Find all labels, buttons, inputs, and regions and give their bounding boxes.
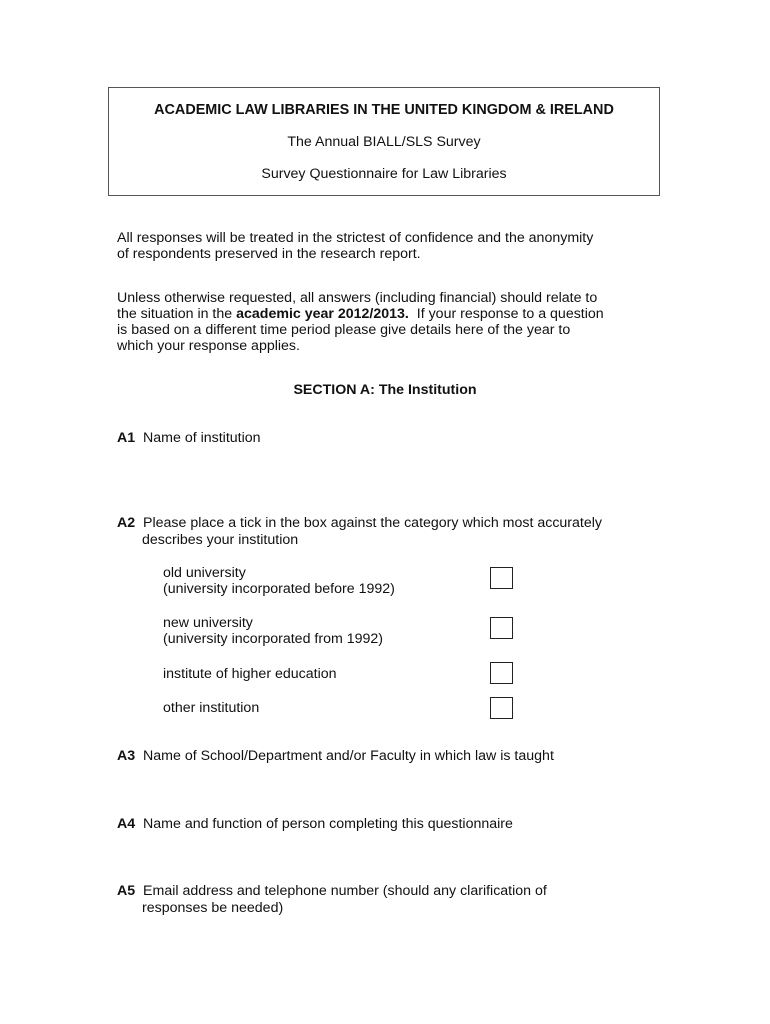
- survey-title: ACADEMIC LAW LIBRARIES IN THE UNITED KINGDOM & IRELAND: [154, 102, 614, 118]
- period-paragraph: [117, 290, 662, 354]
- survey-header-box: [108, 87, 660, 196]
- question-number: A2: [117, 515, 136, 531]
- period-line-1: Unless otherwise requested, all answers (including financial) should relate to: [117, 290, 598, 306]
- question-text: Name of institution: [143, 430, 261, 446]
- confidentiality-line-1: All responses will be treated in the strictest of confidence and the anonymity: [117, 230, 594, 246]
- academic-year-emphasis: academic year 2012/2013.: [236, 306, 409, 322]
- question-number: A4: [117, 816, 136, 832]
- survey-subtitle: The Annual BIALL/SLS Survey: [287, 134, 481, 150]
- checkbox-new-university[interactable]: [490, 617, 513, 639]
- question-a4: [117, 816, 662, 832]
- question-text-line-2: describes your institution: [142, 532, 299, 548]
- survey-subtitle-2: Survey Questionnaire for Law Libraries: [261, 166, 507, 182]
- period-line-2-post: If your response to a question: [408, 306, 604, 322]
- question-a3: [117, 748, 662, 764]
- option-detail: (university incorporated from 1992): [163, 631, 384, 647]
- question-text: Name and function of person completing this questionnaire: [143, 816, 513, 832]
- option-other-institution: [163, 700, 483, 716]
- question-text-line-1: Please place a tick in the box against the category which most accurately: [143, 515, 603, 531]
- section-a-heading: SECTION A: The Institution: [293, 382, 477, 398]
- checkbox-institute-higher-education[interactable]: [490, 662, 513, 684]
- option-institute-higher-education: [163, 666, 483, 682]
- option-label: new university: [163, 615, 253, 631]
- checkbox-old-university[interactable]: [490, 567, 513, 589]
- period-line-4: which your response applies.: [117, 338, 300, 354]
- question-text: Name of School/Department and/or Faculty in which law is taught: [143, 748, 554, 764]
- question-a5: [117, 883, 662, 916]
- option-label: old university: [163, 565, 246, 581]
- question-text-line-2: responses be needed): [142, 900, 284, 916]
- question-a1: [117, 430, 662, 446]
- option-detail: (university incorporated before 1992): [163, 581, 395, 597]
- option-label: other institution: [163, 700, 260, 716]
- option-label: institute of higher education: [163, 666, 337, 682]
- question-number: A1: [117, 430, 136, 446]
- question-number: A5: [117, 883, 136, 899]
- checkbox-other-institution[interactable]: [490, 697, 513, 719]
- period-line-2: [117, 306, 662, 322]
- question-a2: [117, 515, 662, 548]
- period-line-2-pre: the situation in the: [117, 306, 237, 322]
- confidentiality-line-2: of respondents preserved in the research report.: [117, 246, 421, 262]
- period-line-3: is based on a different time period please give details here of the year to: [117, 322, 571, 338]
- question-number: A3: [117, 748, 136, 764]
- option-old-university: [163, 565, 483, 597]
- confidentiality-paragraph: [117, 230, 662, 262]
- question-text-line-1: Email address and telephone number (should any clarification of: [143, 883, 547, 899]
- option-new-university: [163, 615, 483, 647]
